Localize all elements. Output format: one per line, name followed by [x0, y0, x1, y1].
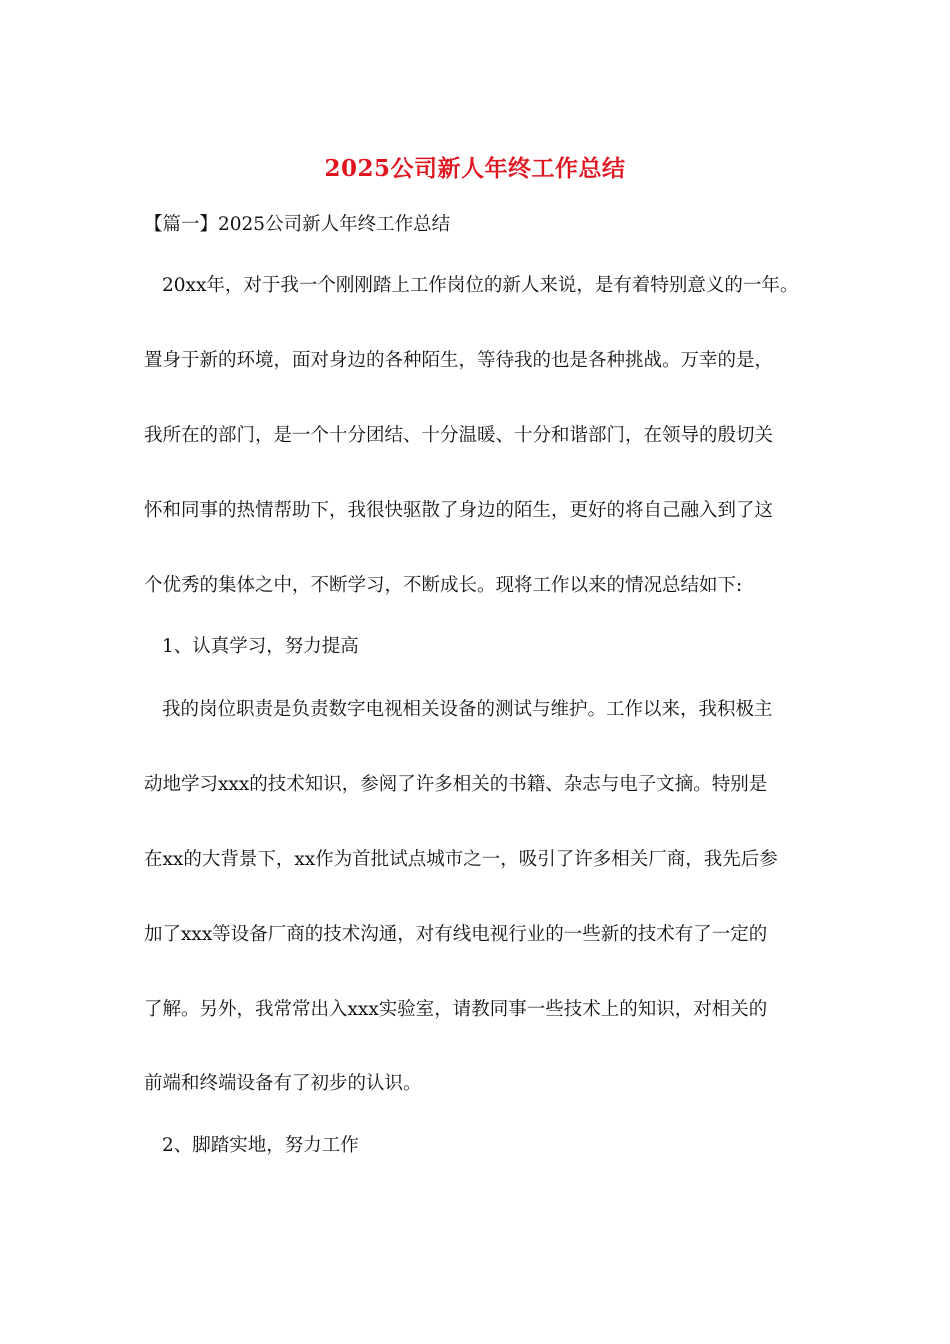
- paragraph-line: 了解。另外，我常常出入xxx实验室，请教同事一些技术上的知识，对相关的: [144, 999, 768, 1020]
- paragraph-line: 前端和终端设备有了初步的认识。: [144, 1073, 422, 1094]
- paragraph-line: 置身于新的环境，面对身边的各种陌生，等待我的也是各种挑战。万幸的是，: [144, 350, 774, 371]
- paragraph-line: 动地学习xxx的技术知识，参阅了许多相关的书籍、杂志与电子文摘。特别是: [144, 774, 768, 795]
- paragraph-line: 20xx年，对于我一个刚刚踏上工作岗位的新人来说，是有着特别意义的一年。: [162, 275, 799, 296]
- paragraph-line: 加了xxx等设备厂商的技术沟通，对有线电视行业的一些新的技术有了一定的: [144, 924, 768, 945]
- paragraph-line: 个优秀的集体之中，不断学习，不断成长。现将工作以来的情况总结如下:: [144, 575, 743, 596]
- paragraph-line: 我所在的部门，是一个十分团结、十分温暖、十分和谐部门，在领导的殷切关: [144, 425, 774, 446]
- paragraph-line: 在xx的大背景下，xx作为首批试点城市之一，吸引了许多相关厂商，我先后参: [144, 849, 778, 870]
- paragraph-line: 我的岗位职责是负责数字电视相关设备的测试与维护。工作以来，我积极主: [162, 699, 773, 720]
- paragraph-line: 怀和同事的热情帮助下，我很快驱散了身边的陌生，更好的将自己融入到了这: [144, 500, 774, 521]
- section-heading: 【篇一】2025公司新人年终工作总结: [144, 214, 451, 235]
- subheading-2: 2、脚踏实地，努力工作: [162, 1135, 359, 1156]
- subheading-1: 1、认真学习，努力提高: [162, 636, 359, 657]
- document-title: 2025公司新人年终工作总结: [324, 155, 626, 182]
